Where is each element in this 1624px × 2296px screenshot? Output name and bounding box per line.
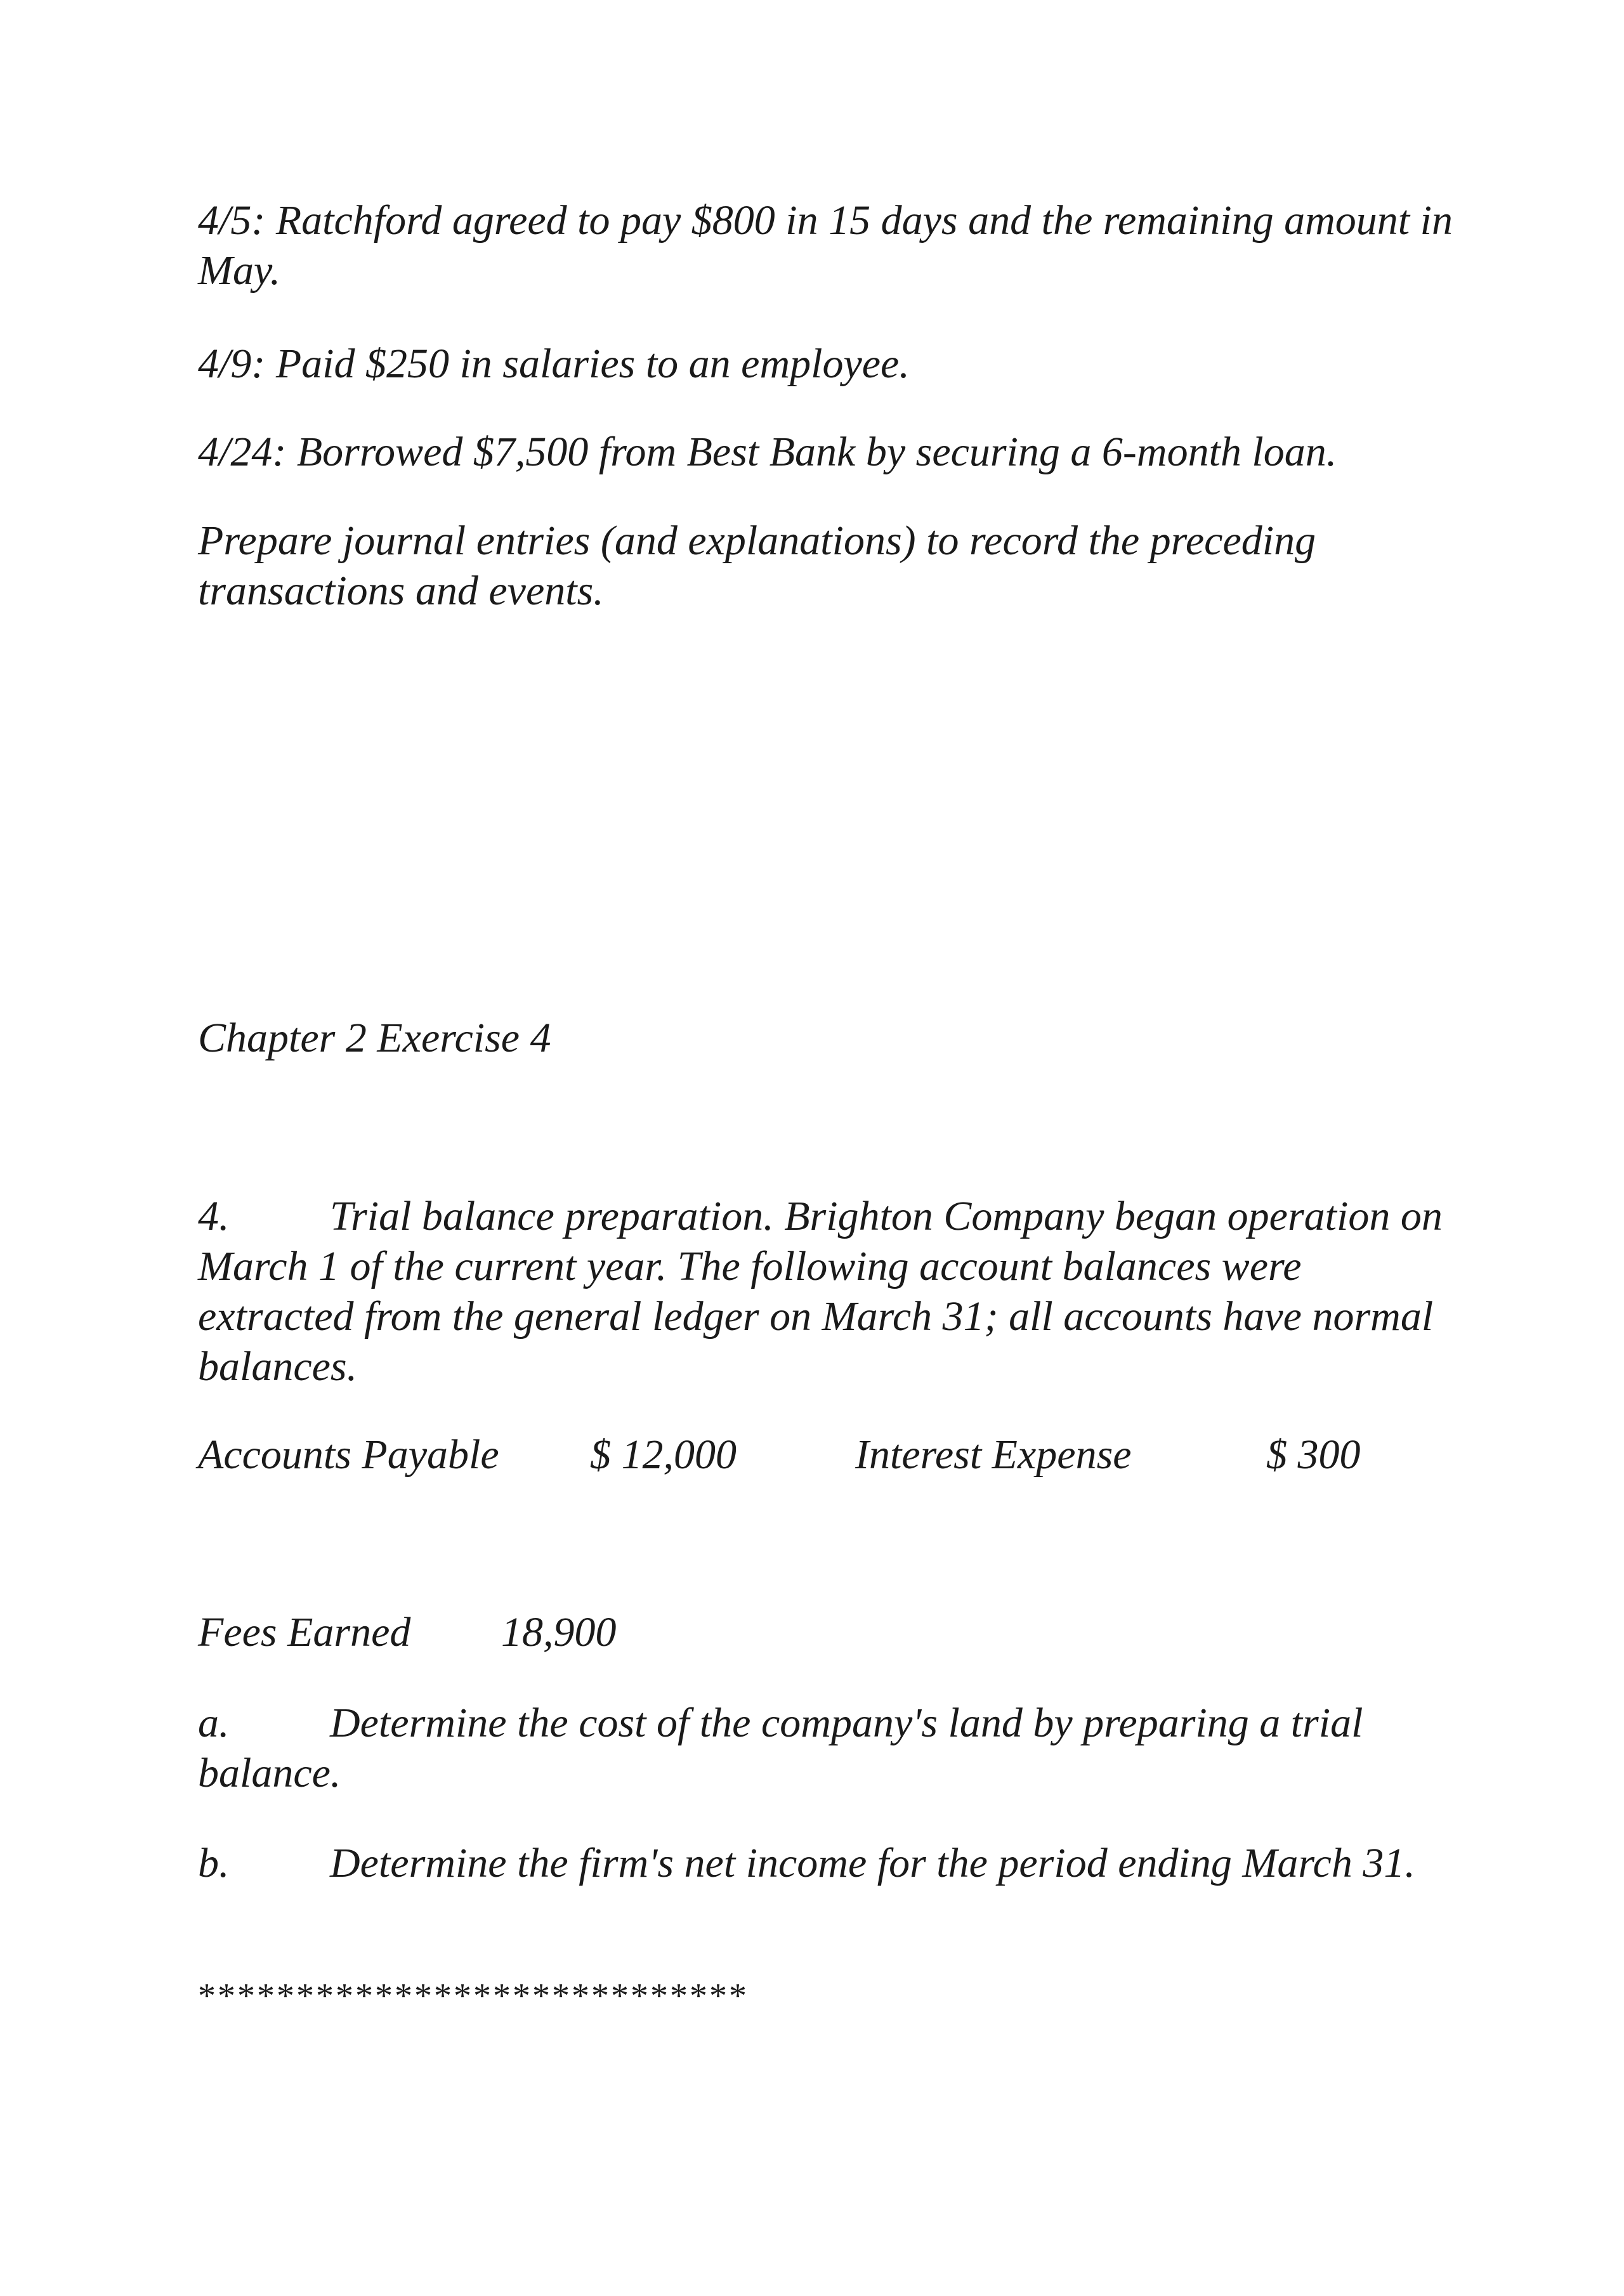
exercise-number: 4. (198, 1193, 230, 1239)
question-b-text: Determine the firm's net income for the period ending March 31. (330, 1840, 1415, 1886)
question-b-letter: b. (198, 1840, 230, 1886)
transaction-4-9: 4/9: Paid $250 in salaries to an employee. (198, 341, 910, 387)
section-heading: Chapter 2 Exercise 4 (198, 1015, 551, 1061)
exercise-paragraph (198, 1191, 1467, 1392)
question-b (198, 1838, 1467, 1888)
separator-asterisks: **************************** (198, 1976, 749, 2016)
question-a-letter: a. (198, 1700, 230, 1746)
interest-expense-value: $ 300 (1266, 1432, 1361, 1478)
question-a (198, 1698, 1467, 1798)
fees-earned-value: 18,900 (501, 1609, 617, 1655)
transaction-4-24: 4/24: Borrowed $7,500 from Best Bank by securing a 6-month loan. (198, 429, 1337, 475)
exercise-text: Trial balance preparation. Brighton Company began operation on March 1 of the current year. The following account balances were extracted from the general ledger on March 31; all accounts have normal balances. (198, 1193, 1443, 1390)
instruction-paragraph: Prepare journal entries (and explanations) to record the preceding transactions and events. (198, 518, 1316, 614)
accounts-payable-label: Accounts Payable (198, 1432, 499, 1478)
accounts-payable-value: $ 12,000 (590, 1432, 737, 1478)
transaction-4-5: 4/5: Ratchford agreed to pay $800 in 15 days and the remaining amount in May. (198, 197, 1453, 294)
interest-expense-label: Interest Expense (855, 1432, 1132, 1478)
question-a-text: Determine the cost of the company's land by preparing a trial balance. (198, 1700, 1363, 1796)
fees-earned-label: Fees Earned (198, 1609, 411, 1655)
balance-row-1 (198, 1430, 1403, 1480)
